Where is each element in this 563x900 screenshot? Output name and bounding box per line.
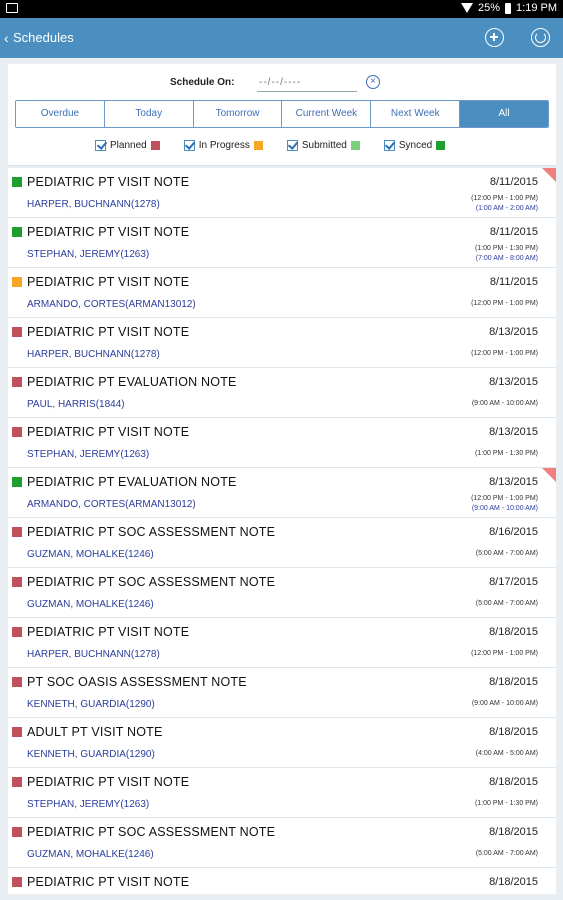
back-chevron-icon[interactable]: ‹	[4, 30, 9, 46]
schedule-row[interactable]	[8, 468, 556, 518]
corner-flag-icon	[542, 468, 556, 482]
visit-title: PEDIATRIC PT EVALUATION NOTE	[27, 375, 237, 389]
visit-date: 8/18/2015	[489, 676, 538, 688]
visit-time: (5:00 AM - 7:00 AM)	[475, 600, 538, 607]
patient-name: HARPER, BUCHNANN(1278)	[27, 199, 160, 210]
schedule-row[interactable]	[8, 268, 556, 318]
status-filters	[95, 140, 445, 151]
schedule-row[interactable]	[8, 418, 556, 468]
status-indicator	[12, 227, 22, 237]
visit-title: PEDIATRIC PT VISIT NOTE	[27, 625, 190, 639]
visit-date: 8/11/2015	[489, 226, 538, 238]
schedule-row[interactable]	[8, 518, 556, 568]
corner-flag-icon	[542, 168, 556, 182]
visit-date: 8/13/2015	[489, 326, 538, 338]
status-right	[461, 2, 557, 14]
schedule-row[interactable]	[8, 618, 556, 668]
filter-label: Submitted	[301, 140, 347, 151]
filter-in-progress[interactable]	[184, 140, 263, 151]
status-indicator	[12, 377, 22, 387]
schedule-list	[8, 168, 556, 894]
visit-time: (12:00 PM - 1:00 PM)	[471, 495, 538, 502]
filter-planned[interactable]	[95, 140, 160, 151]
date-range-tabs	[15, 100, 549, 128]
checkbox-icon[interactable]	[184, 140, 195, 151]
patient-name: GUZMAN, MOHALKE(1246)	[27, 599, 154, 610]
schedule-row[interactable]	[8, 368, 556, 418]
filter-label: Planned	[110, 140, 147, 151]
status-indicator	[12, 277, 22, 287]
page-title[interactable]: Schedules	[13, 30, 74, 45]
visit-title: PT SOC OASIS ASSESSMENT NOTE	[27, 675, 247, 689]
visit-time: (1:00 PM - 1:30 PM)	[474, 800, 538, 807]
patient-name: GUZMAN, MOHALKE(1246)	[27, 549, 154, 560]
schedule-row[interactable]	[8, 218, 556, 268]
visit-time-secondary: (1:00 AM - 2:00 AM)	[475, 205, 538, 212]
status-indicator	[12, 427, 22, 437]
visit-title: PEDIATRIC PT VISIT NOTE	[27, 175, 190, 189]
schedule-row[interactable]	[8, 718, 556, 768]
schedule-row[interactable]	[8, 318, 556, 368]
visit-time: (9:00 AM - 10:00 AM)	[471, 700, 538, 707]
visit-date: 8/13/2015	[489, 376, 538, 388]
clear-date-icon[interactable]: ×	[366, 75, 380, 89]
status-bar	[0, 0, 563, 18]
visit-time: (9:00 AM - 10:00 AM)	[471, 400, 538, 407]
visit-title: PEDIATRIC PT VISIT NOTE	[27, 775, 190, 789]
patient-name: STEPHAN, JEREMY(1263)	[27, 449, 150, 460]
visit-time-secondary: (9:00 AM - 10:00 AM)	[471, 505, 538, 512]
gallery-icon	[6, 3, 18, 13]
patient-name: GUZMAN, MOHALKE(1246)	[27, 849, 154, 860]
schedule-row[interactable]	[8, 568, 556, 618]
wifi-icon	[461, 3, 473, 13]
visit-time: (12:00 PM - 1:00 PM)	[471, 300, 538, 307]
patient-name: HARPER, BUCHNANN(1278)	[27, 649, 160, 660]
status-indicator	[12, 327, 22, 337]
patient-name: STEPHAN, JEREMY(1263)	[27, 799, 150, 810]
visit-title: PEDIATRIC PT VISIT NOTE	[27, 275, 190, 289]
patient-name: ARMANDO, CORTES(ARMAN13012)	[27, 299, 196, 310]
status-indicator	[12, 777, 22, 787]
status-indicator	[12, 577, 22, 587]
tab-all[interactable]: All	[460, 101, 548, 127]
visit-time: (5:00 AM - 7:00 AM)	[475, 850, 538, 857]
visit-date: 8/18/2015	[489, 776, 538, 788]
visit-date: 8/18/2015	[489, 626, 538, 638]
visit-title: PEDIATRIC PT VISIT NOTE	[27, 325, 190, 339]
status-indicator	[12, 477, 22, 487]
patient-name: ARMANDO, CORTES(ARMAN13012)	[27, 499, 196, 510]
visit-date: 8/18/2015	[489, 826, 538, 838]
visit-time: (12:00 PM - 1:00 PM)	[471, 350, 538, 357]
visit-time: (12:00 PM - 1:00 PM)	[471, 650, 538, 657]
status-swatch	[151, 141, 160, 150]
status-swatch	[254, 141, 263, 150]
sync-button[interactable]	[531, 28, 550, 47]
status-indicator	[12, 827, 22, 837]
schedule-row[interactable]	[8, 818, 556, 868]
tab-tomorrow[interactable]: Tomorrow	[194, 101, 283, 127]
tab-current-week[interactable]: Current Week	[282, 101, 371, 127]
visit-title: PEDIATRIC PT VISIT NOTE	[27, 875, 190, 889]
checkbox-icon[interactable]	[287, 140, 298, 151]
patient-name: PAUL, HARRIS(1844)	[27, 399, 125, 410]
visit-time: (5:00 AM - 7:00 AM)	[475, 550, 538, 557]
filter-submitted[interactable]	[287, 140, 360, 151]
visit-time: (4:00 AM - 5:00 AM)	[475, 750, 538, 757]
visit-date: 8/18/2015	[489, 876, 538, 888]
tab-next-week[interactable]: Next Week	[371, 101, 460, 127]
clock: 1:19 PM	[516, 2, 557, 14]
visit-time-secondary: (7:00 AM - 8:00 AM)	[475, 255, 538, 262]
visit-title: PEDIATRIC PT SOC ASSESSMENT NOTE	[27, 525, 276, 539]
visit-date: 8/11/2015	[489, 276, 538, 288]
visit-date: 8/18/2015	[489, 726, 538, 738]
visit-time: (12:00 PM - 1:00 PM)	[471, 195, 538, 202]
status-indicator	[12, 877, 22, 887]
patient-name: KENNETH, GUARDIA(1290)	[27, 699, 155, 710]
visit-title: ADULT PT VISIT NOTE	[27, 725, 163, 739]
checkbox-icon[interactable]	[95, 140, 106, 151]
visit-date: 8/13/2015	[489, 476, 538, 488]
visit-title: PEDIATRIC PT SOC ASSESSMENT NOTE	[27, 575, 276, 589]
battery-percent: 25%	[478, 2, 501, 14]
app-bar	[0, 18, 563, 58]
schedule-date-input[interactable]	[257, 74, 357, 92]
status-indicator	[12, 677, 22, 687]
visit-time: (1:00 PM - 1:30 PM)	[474, 245, 538, 252]
filter-label: Synced	[398, 140, 433, 151]
patient-name: STEPHAN, JEREMY(1263)	[27, 249, 150, 260]
filter-panel	[8, 64, 556, 166]
patient-name: HARPER, BUCHNANN(1278)	[27, 349, 160, 360]
status-indicator	[12, 177, 22, 187]
schedule-row[interactable]	[8, 868, 556, 894]
visit-title: PEDIATRIC PT VISIT NOTE	[27, 425, 190, 439]
visit-title: PEDIATRIC PT EVALUATION NOTE	[27, 475, 237, 489]
status-swatch	[436, 141, 445, 150]
schedule-row[interactable]	[8, 668, 556, 718]
add-schedule-button[interactable]	[485, 28, 504, 47]
visit-date: 8/13/2015	[489, 426, 538, 438]
schedule-row[interactable]	[8, 768, 556, 818]
visit-title: PEDIATRIC PT VISIT NOTE	[27, 225, 190, 239]
visit-date: 8/16/2015	[489, 526, 538, 538]
schedule-on-label: Schedule On:	[170, 77, 235, 88]
patient-name: KENNETH, GUARDIA(1290)	[27, 749, 155, 760]
checkbox-icon[interactable]	[384, 140, 395, 151]
visit-date: 8/11/2015	[489, 176, 538, 188]
tab-overdue[interactable]: Overdue	[16, 101, 105, 127]
status-indicator	[12, 727, 22, 737]
filter-synced[interactable]	[384, 140, 445, 151]
visit-title: PEDIATRIC PT SOC ASSESSMENT NOTE	[27, 825, 276, 839]
filter-label: In Progress	[198, 140, 250, 151]
tab-today[interactable]: Today	[105, 101, 194, 127]
status-indicator	[12, 627, 22, 637]
visit-date: 8/17/2015	[489, 576, 538, 588]
schedule-row[interactable]	[8, 168, 556, 218]
status-indicator	[12, 527, 22, 537]
status-swatch	[351, 141, 360, 150]
visit-time: (1:00 PM - 1:30 PM)	[474, 450, 538, 457]
battery-icon	[505, 3, 511, 14]
